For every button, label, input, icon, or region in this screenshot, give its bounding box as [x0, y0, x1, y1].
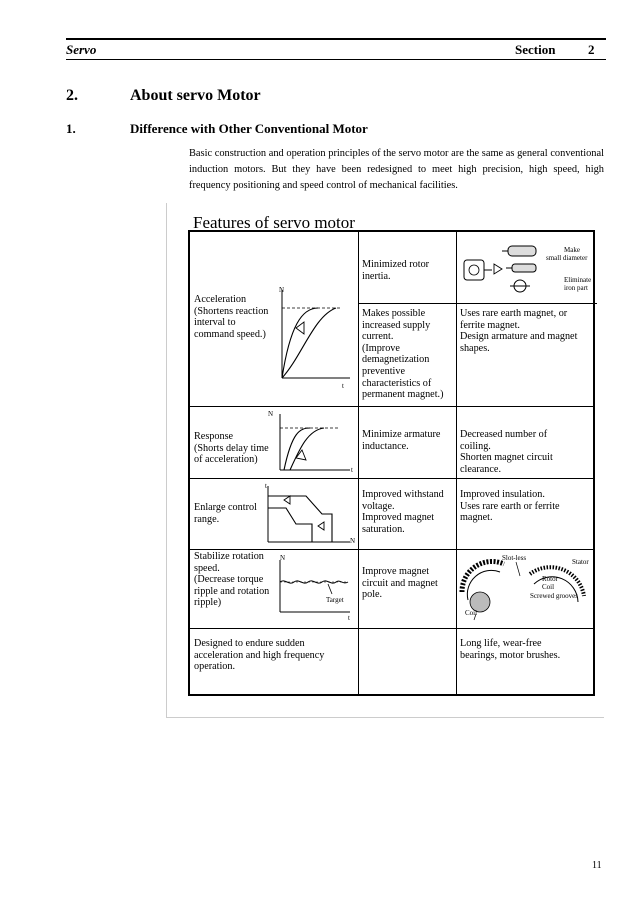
- text-line: ferrite magnet.: [460, 319, 520, 331]
- slotless-label: Slot-less: [502, 554, 527, 562]
- text-line: Design armature and magnet: [460, 331, 578, 343]
- axis-t-label: t: [342, 382, 344, 390]
- text-line: iron part: [564, 284, 588, 292]
- text-line: small diameter: [546, 254, 588, 262]
- text-line: Long life, wear-free: [460, 638, 542, 649]
- text-line: Uses rare earth or ferrite: [460, 500, 560, 512]
- text-line: clearance.: [460, 463, 501, 475]
- text-line: of acceleration): [194, 454, 258, 466]
- heading-title: About servo Motor: [130, 87, 261, 104]
- make-small-diameter-label: [546, 246, 588, 262]
- feature-enlarge-control-range: [194, 502, 257, 525]
- axis-t-label: t: [348, 614, 350, 622]
- header-section-label: Section: [515, 42, 556, 57]
- row-divider: [190, 406, 593, 407]
- text-line: Make: [564, 246, 580, 254]
- features-table: [188, 230, 595, 696]
- header-rule-top: [66, 38, 606, 40]
- text-line: range.: [194, 513, 220, 525]
- text-line: Improved insulation.: [460, 489, 545, 500]
- text-line: current.: [362, 331, 394, 343]
- rotor-coil-label: [542, 575, 558, 591]
- features-figure: [166, 203, 604, 718]
- axis-n-label: N: [350, 537, 356, 545]
- cell-divider: [456, 303, 597, 304]
- means-improve-magnet-circuit: [362, 566, 438, 601]
- text-line: Makes possible: [362, 308, 426, 319]
- text-line: bearings, motor brushes.: [460, 649, 561, 661]
- text-line: permanent magnet.): [362, 389, 444, 401]
- text-line: Acceleration: [194, 294, 247, 305]
- axis-t-label: t: [265, 482, 267, 490]
- text-line: ripple and rotation: [194, 585, 270, 597]
- text-line: Designed to endure sudden: [194, 638, 305, 649]
- axis-t-label: t: [351, 466, 353, 474]
- rotor-illustration: [460, 236, 540, 298]
- text-line: Improve magnet: [362, 566, 430, 577]
- text-line: Decreased number of: [460, 429, 548, 440]
- row-divider: [190, 549, 593, 550]
- feature-endure-sudden-acceleration: [194, 638, 324, 673]
- heading-number: 2.: [66, 87, 78, 104]
- text-line: operation.: [194, 661, 236, 673]
- text-line: Stabilize rotation: [194, 551, 264, 562]
- header-title: Servo: [66, 42, 97, 57]
- method-decreased-coiling: [460, 429, 553, 475]
- text-line: ripple): [194, 597, 222, 609]
- text-line: acceleration and high frequency: [194, 649, 325, 661]
- subheading-title: Difference with Other Conventional Motor: [130, 121, 368, 136]
- column-divider: [456, 232, 457, 694]
- row-divider: [190, 628, 593, 629]
- eliminate-iron-label: [564, 276, 591, 292]
- text-line: Improved withstand: [362, 489, 444, 500]
- text-line: Minimize armature: [362, 429, 441, 440]
- header-rule-bottom: [66, 59, 606, 60]
- text-line: (Shorts delay time: [194, 442, 269, 454]
- text-line: increased supply: [362, 319, 431, 331]
- text-line: characteristics of: [362, 377, 432, 389]
- text-line: command speed.): [194, 328, 266, 340]
- text-line: saturation.: [362, 523, 405, 535]
- means-minimize-armature-inductance: [362, 429, 440, 452]
- body-paragraph: Basic construction and operation principles of the servo motor are the same as general conventional induction motors. But they have been redesigned to meet high precision, high speed, high frequency positioning and speed control of mechanical facilities.: [189, 148, 604, 191]
- text-line: interval to: [194, 317, 236, 329]
- acceleration-plot: [278, 286, 354, 384]
- text-line: Response: [194, 431, 234, 442]
- text-line: inductance.: [362, 440, 409, 452]
- text-line: preventive: [362, 365, 405, 377]
- figure-title: Features of servo motor: [193, 213, 355, 232]
- text-line: Rotor: [542, 575, 558, 583]
- subheading-number: 1.: [66, 121, 76, 136]
- text-line: Shorten magnet circuit: [460, 452, 553, 464]
- method-long-life-bearings: [460, 638, 560, 661]
- control-range-plot: [262, 484, 354, 546]
- target-label: Target: [326, 596, 344, 604]
- text-line: inertia.: [362, 270, 391, 282]
- response-plot: [274, 412, 354, 476]
- coil-label: Coil: [465, 609, 478, 617]
- text-line: (Decrease torque: [194, 574, 264, 586]
- method-rare-earth-magnet: [460, 308, 577, 354]
- header-section-number: 2: [588, 42, 595, 57]
- text-line: (Improve: [362, 342, 400, 354]
- page-header: [66, 38, 606, 60]
- text-line: coiling.: [460, 440, 491, 452]
- feature-stabilize-rotation-speed: [194, 551, 269, 609]
- text-line: circuit and magnet: [362, 577, 438, 589]
- text-line: pole.: [362, 589, 383, 601]
- text-line: voltage.: [362, 500, 395, 512]
- means-minimized-rotor-inertia: [362, 259, 429, 282]
- column-divider: [358, 232, 359, 694]
- page-number: 11: [592, 860, 602, 871]
- cell-divider: [358, 303, 456, 304]
- speed-stability-plot: [276, 558, 354, 618]
- text-line: Minimized rotor: [362, 259, 430, 270]
- stator-label: Stator: [572, 558, 589, 566]
- axis-n-label: N: [268, 410, 274, 418]
- text-line: Eliminate: [564, 276, 592, 284]
- text-line: shapes.: [460, 342, 490, 354]
- means-increased-supply-current: [362, 308, 443, 401]
- feature-response: [194, 431, 269, 466]
- axis-n-label: N: [280, 554, 286, 562]
- feature-acceleration: [194, 294, 268, 340]
- text-line: magnet.: [460, 512, 493, 524]
- screwed-grooves-label: Screwed grooves: [530, 592, 579, 600]
- method-improved-insulation: [460, 489, 560, 524]
- text-line: Coil: [542, 583, 555, 591]
- text-line: Improved magnet: [362, 512, 435, 524]
- text-line: Uses rare earth magnet, or: [460, 308, 568, 319]
- text-line: Enlarge control: [194, 502, 257, 513]
- row-divider: [190, 478, 593, 479]
- axis-n-label: N: [279, 286, 285, 294]
- text-line: speed.: [194, 562, 220, 574]
- text-line: demagnetization: [362, 354, 430, 366]
- text-line: (Shortens reaction: [194, 305, 269, 317]
- means-improved-withstand-voltage: [362, 489, 444, 535]
